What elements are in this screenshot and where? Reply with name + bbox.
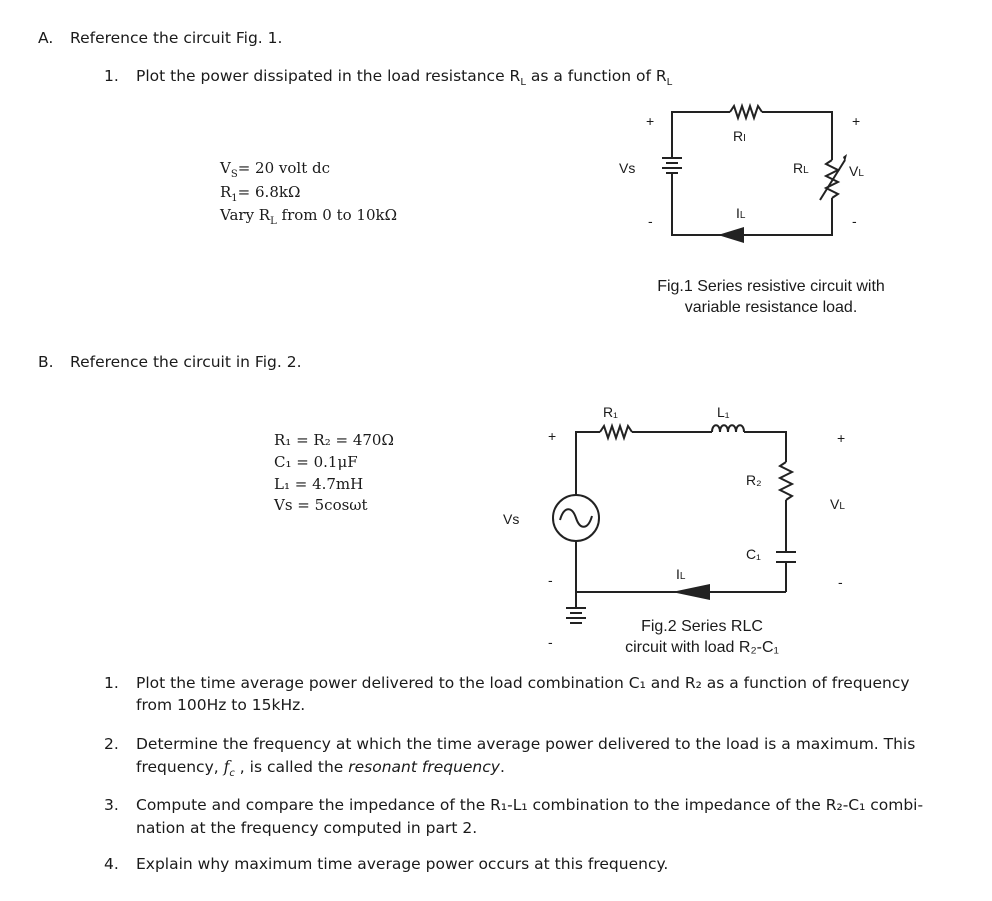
param-vary-rl: Vary $R_L$ from 0 to 10kΩ bbox=[220, 206, 398, 227]
fig1-minus-src: - bbox=[648, 213, 653, 229]
fig2-capacitor-c1 bbox=[776, 552, 796, 562]
fig1-il-label: IL bbox=[736, 205, 746, 221]
item-a1-text: Plot the power dissipated in the load resistance $R_L$ as a function of $R_L$ bbox=[136, 67, 673, 89]
fig2-wire-left-top bbox=[576, 432, 600, 495]
section-b-heading: Reference the circuit in Fig. 2. bbox=[70, 353, 302, 371]
fig2-resistor-r2 bbox=[780, 462, 792, 500]
question-4-line1: Explain why maximum time average power occurs at this frequency. bbox=[136, 855, 669, 873]
fig2-caption: Fig.2 Series RLC circuit with load R₂-C₁ bbox=[625, 618, 779, 656]
fig1-plus-load: + bbox=[852, 113, 861, 129]
fig2-r1-label: R₁ bbox=[603, 404, 618, 420]
fig1-vs-label: Vs bbox=[619, 160, 636, 176]
fig2-vs-label: Vs bbox=[503, 511, 520, 527]
param-r1-r2: R₁ = R₂ = 470Ω bbox=[274, 431, 394, 449]
param-c1: C₁ = 0.1μF bbox=[274, 453, 358, 471]
fig2-r2-label: R₂ bbox=[746, 472, 762, 488]
fig2-l1-label: L₁ bbox=[717, 404, 730, 420]
fig1-vl-label: VL bbox=[849, 163, 864, 179]
param-vs: $V_S= 20$ volt dc bbox=[220, 159, 330, 180]
param-vs: Vs = 5cosωt bbox=[274, 496, 368, 514]
fig2-inductor-l1 bbox=[712, 425, 744, 432]
question-3-number: 3. bbox=[104, 796, 119, 814]
fig1-rl-label: RL bbox=[793, 160, 809, 176]
param-r1: $R_1= 6.8k\Omega$ bbox=[220, 183, 301, 204]
fig2-minus-src: - bbox=[548, 572, 553, 588]
fig2-wire-top-right bbox=[744, 432, 786, 462]
question-4-number: 4. bbox=[104, 855, 119, 873]
fig2-il-label: IL bbox=[676, 566, 686, 582]
item-a1-number: 1. bbox=[104, 67, 119, 85]
fig2-c1-label: C₁ bbox=[746, 546, 761, 562]
fig2-vl-label: VL bbox=[830, 496, 845, 512]
fig1-ri-label: RI bbox=[733, 128, 746, 144]
fig2-current-arrow-icon bbox=[672, 584, 710, 600]
param-l1: L₁ = 4.7mH bbox=[274, 475, 364, 493]
fig2-ground-icon bbox=[566, 608, 586, 623]
fig2-sine-icon bbox=[560, 509, 592, 527]
fig1-caption: Fig.1 Series resistive circuit with variable resistance load. bbox=[657, 278, 885, 316]
section-a-marker: A. bbox=[38, 29, 54, 47]
question-1-number: 1. bbox=[104, 674, 119, 692]
section-b-marker: B. bbox=[38, 353, 54, 371]
question-1-line1: Plot the time average power delivered to the load combination C₁ and R₂ as a function of frequency bbox=[136, 674, 910, 692]
question-3-line1: Compute and compare the impedance of the R₁-L₁ combination to the impedance of the R₂-C₁ combi- bbox=[136, 796, 924, 814]
section-a-heading: Reference the circuit Fig. 1. bbox=[70, 29, 283, 47]
fig1-plus-src: + bbox=[646, 113, 655, 129]
fig1-minus-load: - bbox=[852, 213, 857, 229]
fig2-ground-minus: - bbox=[548, 634, 553, 650]
question-3-line2: nation at the frequency computed in part 2. bbox=[136, 819, 478, 837]
question-2-line2: frequency, $f_c$ , is called the resonant frequency. bbox=[136, 758, 505, 780]
fig2-minus-load: - bbox=[838, 574, 843, 590]
question-2-number: 2. bbox=[104, 735, 119, 753]
fig2-plus-src: + bbox=[548, 428, 557, 444]
fig2-resistor-r1 bbox=[600, 426, 632, 438]
question-2-line1: Determine the frequency at which the time average power delivered to the load is a maximum. This bbox=[136, 735, 916, 753]
fig2-plus-load: + bbox=[837, 430, 846, 446]
question-1-line2: from 100Hz to 15kHz. bbox=[136, 696, 306, 714]
